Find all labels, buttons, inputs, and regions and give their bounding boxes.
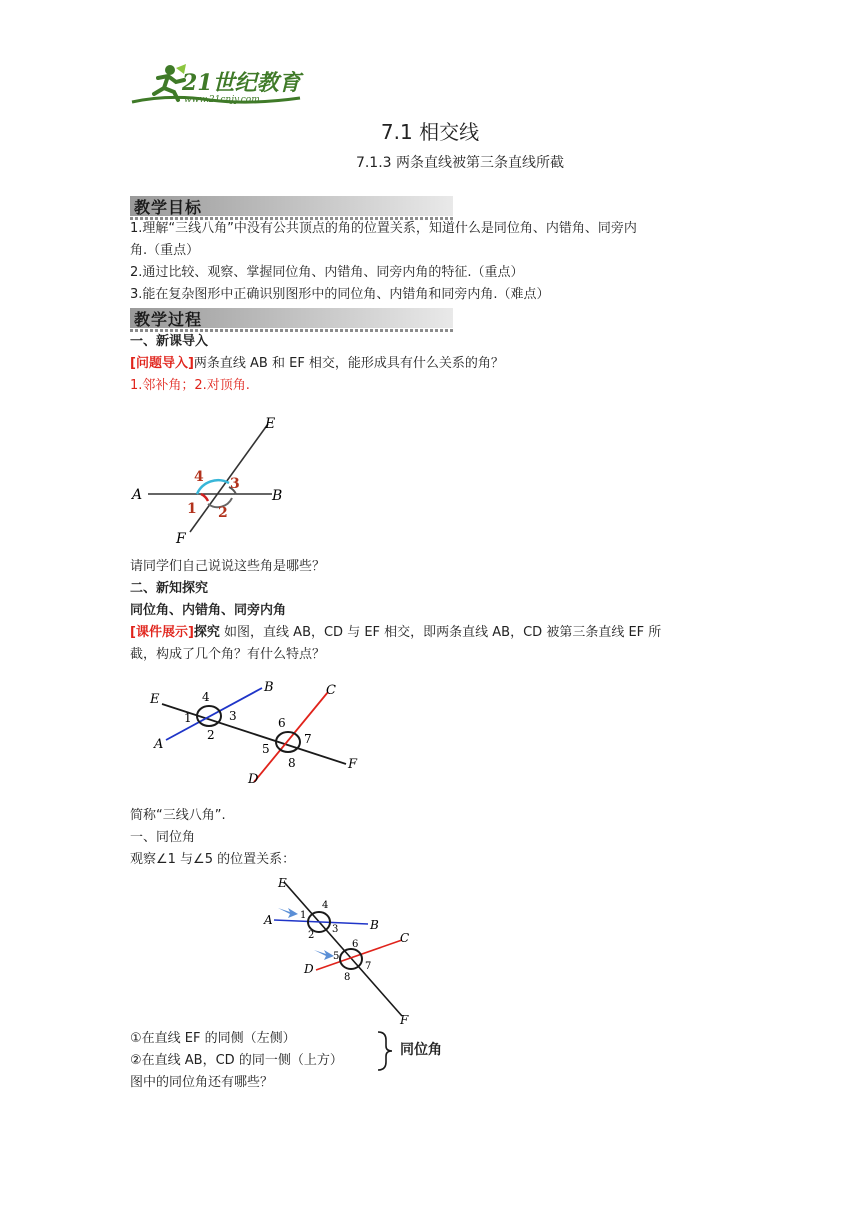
label-F: F — [348, 757, 358, 772]
angle-8-label: 8 — [344, 972, 351, 983]
label-C: C — [400, 931, 410, 945]
angle-2-label: 2 — [207, 728, 215, 742]
goal-line: 角.（重点） — [130, 243, 200, 258]
label-E: E — [150, 692, 160, 707]
final-question: 图中的同位角还有哪些？ — [130, 1075, 274, 1090]
question-tag: [问题导入] — [130, 356, 194, 371]
logo — [130, 58, 310, 108]
question-text: 两条直线 AB 和 EF 相交，能形成具有什么关系的角？ — [193, 356, 504, 371]
label-D: D — [248, 772, 259, 787]
logo-url: www.21cnjy.com — [184, 95, 260, 105]
explore-text: 如图，直线 AB，CD 与 EF 相交，即两条直线 AB，CD 被第三条直线 EF 所 — [219, 625, 662, 640]
section-title: 教学过程 — [134, 310, 203, 329]
logo-brand: 21世纪教育 — [182, 70, 301, 96]
label-A: A — [154, 737, 164, 752]
angle-3-label: 3 — [230, 476, 240, 492]
label-A: A — [264, 913, 273, 927]
angle-4-label: 4 — [194, 469, 204, 485]
angle-3-label: 3 — [229, 709, 237, 723]
explore-tag: [课件展示] — [130, 625, 194, 640]
angle-1-label: 1 — [187, 501, 197, 517]
label-D: D — [304, 962, 314, 976]
section-header-process — [130, 308, 453, 328]
label-C: C — [326, 683, 336, 698]
goal-line: 1.理解“三线八角”中没有公共顶点的角的位置关系，知道什么是同位角、内错角、同旁内 — [130, 221, 637, 236]
angle-6-label: 6 — [352, 939, 359, 950]
part-heading: 二、新知探究 — [130, 581, 209, 596]
section-header-goals — [130, 196, 453, 216]
angle-2-label: 2 — [218, 505, 228, 521]
label-B: B — [264, 680, 274, 695]
condition-1: ①在直线 EF 的同侧（左侧） — [130, 1031, 296, 1046]
arrow-icon — [314, 950, 334, 960]
label-F: F — [176, 531, 186, 547]
answer-line: 1.邻补角；2.对顶角. — [130, 378, 250, 393]
angle-5-label: 5 — [262, 742, 270, 756]
label-B: B — [272, 488, 283, 504]
angle-8-label: 8 — [288, 756, 296, 770]
goal-line: 2.通过比较、观察、掌握同位角、内错角、同旁内角的特征.（重点） — [130, 265, 524, 280]
page-title: 7.1 相交线 — [380, 120, 480, 144]
question-line — [130, 353, 730, 375]
explore-strong: 探究 — [193, 625, 220, 640]
figure-three-lines-eight-angles — [140, 678, 370, 800]
explore-line — [130, 622, 730, 644]
page-subtitle: 7.1.3 两条直线被第三条直线所截 — [355, 155, 565, 171]
angle-4-label: 4 — [202, 690, 210, 704]
angle-7-label: 7 — [304, 732, 312, 746]
angle-1-label: 1 — [300, 910, 307, 921]
label-A: A — [132, 487, 143, 503]
label-B: B — [370, 918, 379, 932]
angle-1-label: 1 — [184, 711, 192, 725]
explore-line-2: 截，构成了几个角？有什么特点？ — [130, 647, 326, 662]
section-title: 教学目标 — [134, 198, 203, 217]
angle-3-label: 3 — [332, 924, 339, 935]
brace-label: 同位角 — [400, 1042, 442, 1058]
angle-4-label: 4 — [322, 900, 329, 911]
topic-heading: 同位角、内错角、同旁内角 — [130, 603, 287, 618]
label-F: F — [400, 1013, 409, 1024]
condition-2: ②在直线 AB，CD 的同一侧（上方） — [130, 1053, 343, 1068]
arrow-icon — [278, 908, 298, 918]
figure-intersecting-lines — [128, 408, 298, 548]
label-E: E — [265, 416, 276, 432]
question-follow: 请同学们自己说说这些角是哪些？ — [130, 559, 326, 574]
angle-6-label: 6 — [278, 716, 286, 730]
brace-icon — [376, 1030, 396, 1072]
part-heading: 一、新课导入 — [130, 334, 209, 349]
subsection-heading: 一、同位角 — [130, 830, 196, 845]
goal-line: 3.能在复杂图形中正确识别图形中的同位角、内错角和同旁内角.（难点） — [130, 287, 550, 302]
angle-2-label: 2 — [308, 930, 315, 941]
observe-line: 观察∠1 与∠5 的位置关系： — [130, 852, 296, 867]
label-E: E — [278, 876, 287, 890]
runner-logo-icon — [130, 58, 310, 108]
abbreviation-line: 简称“三线八角”. — [130, 808, 226, 823]
angle-5-label: 5 — [333, 951, 340, 962]
figure-corresponding-angles — [262, 872, 422, 1024]
angle-7-label: 7 — [365, 961, 372, 972]
